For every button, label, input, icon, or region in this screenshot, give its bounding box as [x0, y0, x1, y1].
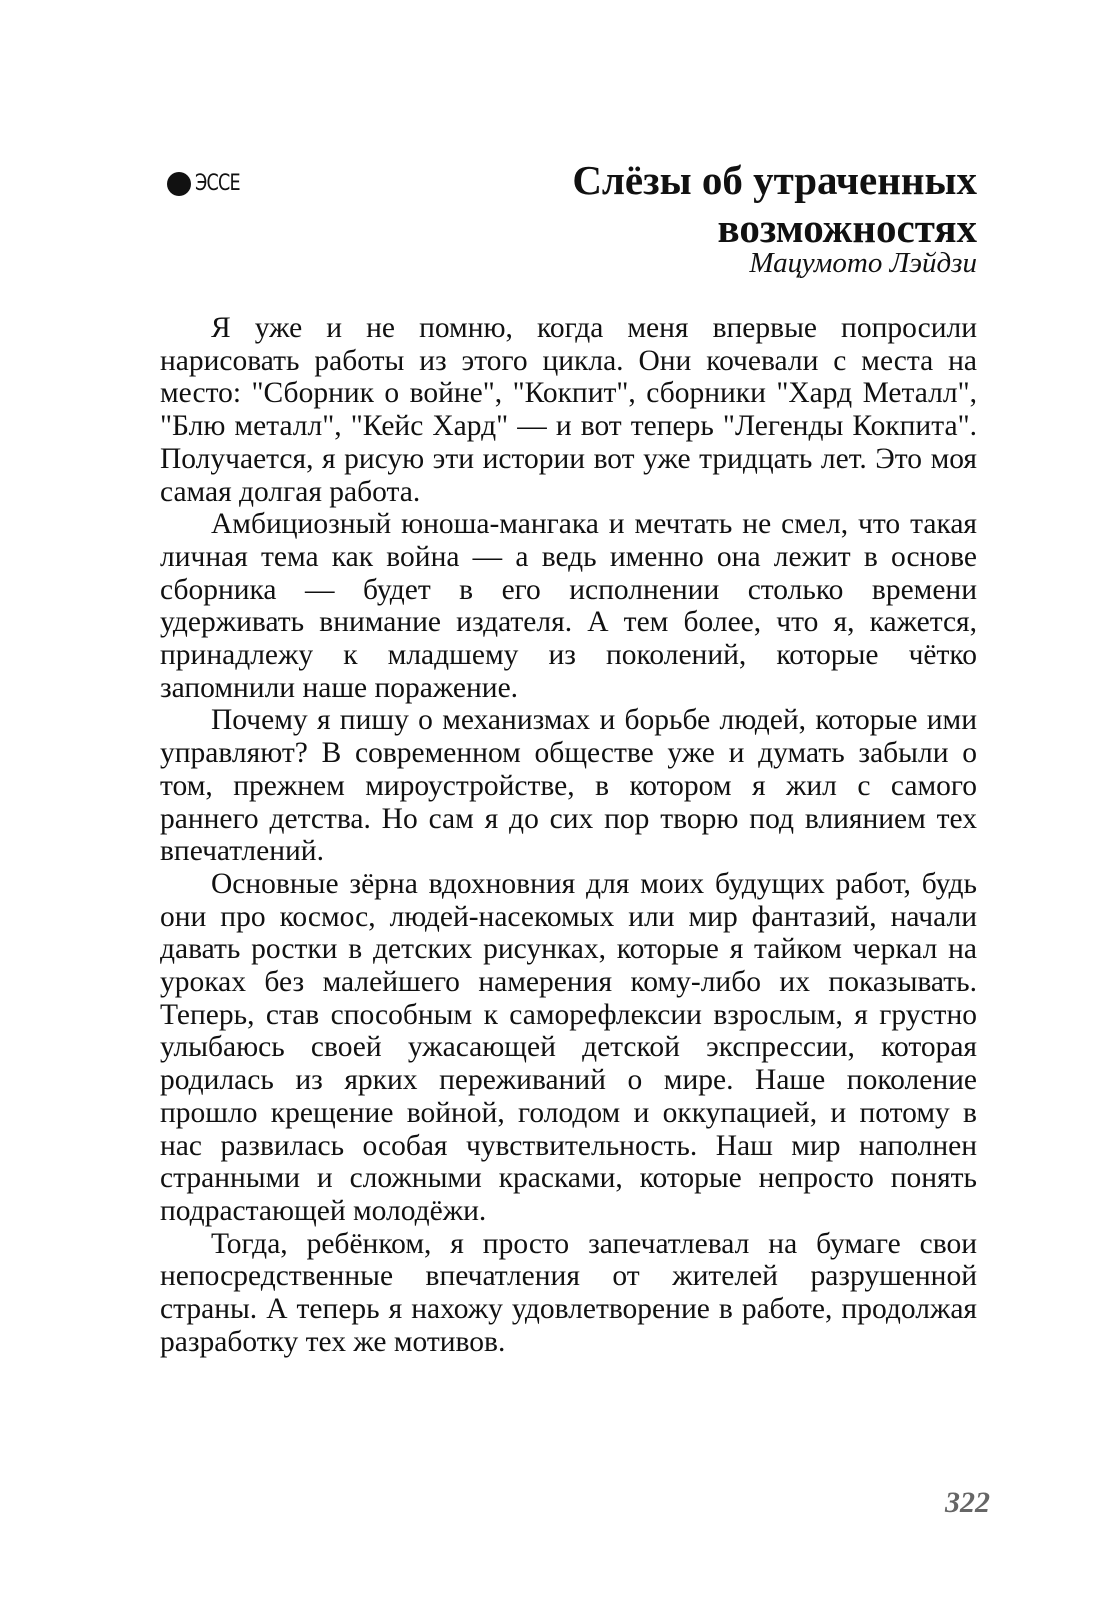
section-label-text: ЭССЕ [195, 171, 240, 196]
paragraph: Амбициозный юноша-мангака и мечтать не смел, что такая личная тема как война — а ведь именно она лежит в основе сборника — будет в его исполнении столько времени удерживать внимание издателя. А тем более, что я, кажется, принадлежу к младшему из поколений, которые чётко запомнили наше поражение. [160, 508, 977, 704]
paragraph: Основные зёрна вдохновния для моих будущих работ, будь они про космос, людей-насекомых или мир фантазий, начали давать ростки в детских рисунках, которые я тайком черкал на уроках без малейшего намерения кому-либо их показывать. Теперь, став способным к саморефлексии взрослым, я грустно улыбаюсь своей ужасающей детской экспрессии, которая родилась из ярких переживаний о мире. Наше поколение прошло крещение войной, голодом и оккупацией, и потому в нас развилась особая чувствительность. Наш мир наполнен странными и сложными красками, которые непросто понять подрастающей молодёжи. [160, 867, 977, 1227]
bullet-icon [167, 172, 191, 196]
paragraph: Почему я пишу о механизмах и борьбе людей, которые ими управляют? В современном обществе уже и думать забыли о том, прежнем мироустройстве, в котором я жил с самого раннего детства. Но сам я до сих пор творю под влиянием тех впечатлений. [160, 704, 977, 868]
page-number: 322 [945, 1486, 990, 1519]
essay-title-line-1: Слёзы об утраченных [572, 157, 977, 203]
paragraph: Я уже и не помню, когда меня впервые попросили нарисовать работы из этого цикла. Они кочевали с места на место: "Сборник о войне", "Кокпит", сборники "Хард Металл", "Блю металл", "Кейс Хард" — и вот теперь "Легенды Кокпита". Получается, я рисую эти истории вот уже тридцать лет. Это моя самая долгая работа. [160, 312, 977, 508]
paragraph: Тогда, ребёнком, я просто запечатлевал на бумаге свои непосредственные впечатления от жителей разрушенной страны. А теперь я нахожу удовлетворение в работе, продолжая разработку тех же мотивов. [160, 1227, 977, 1358]
essay-author: Мацумото Лэйдзи [749, 247, 977, 279]
essay-title-line-2: возможностях [717, 205, 977, 251]
essay-body [160, 312, 977, 1359]
essay-title [457, 156, 977, 252]
section-label [167, 171, 251, 196]
